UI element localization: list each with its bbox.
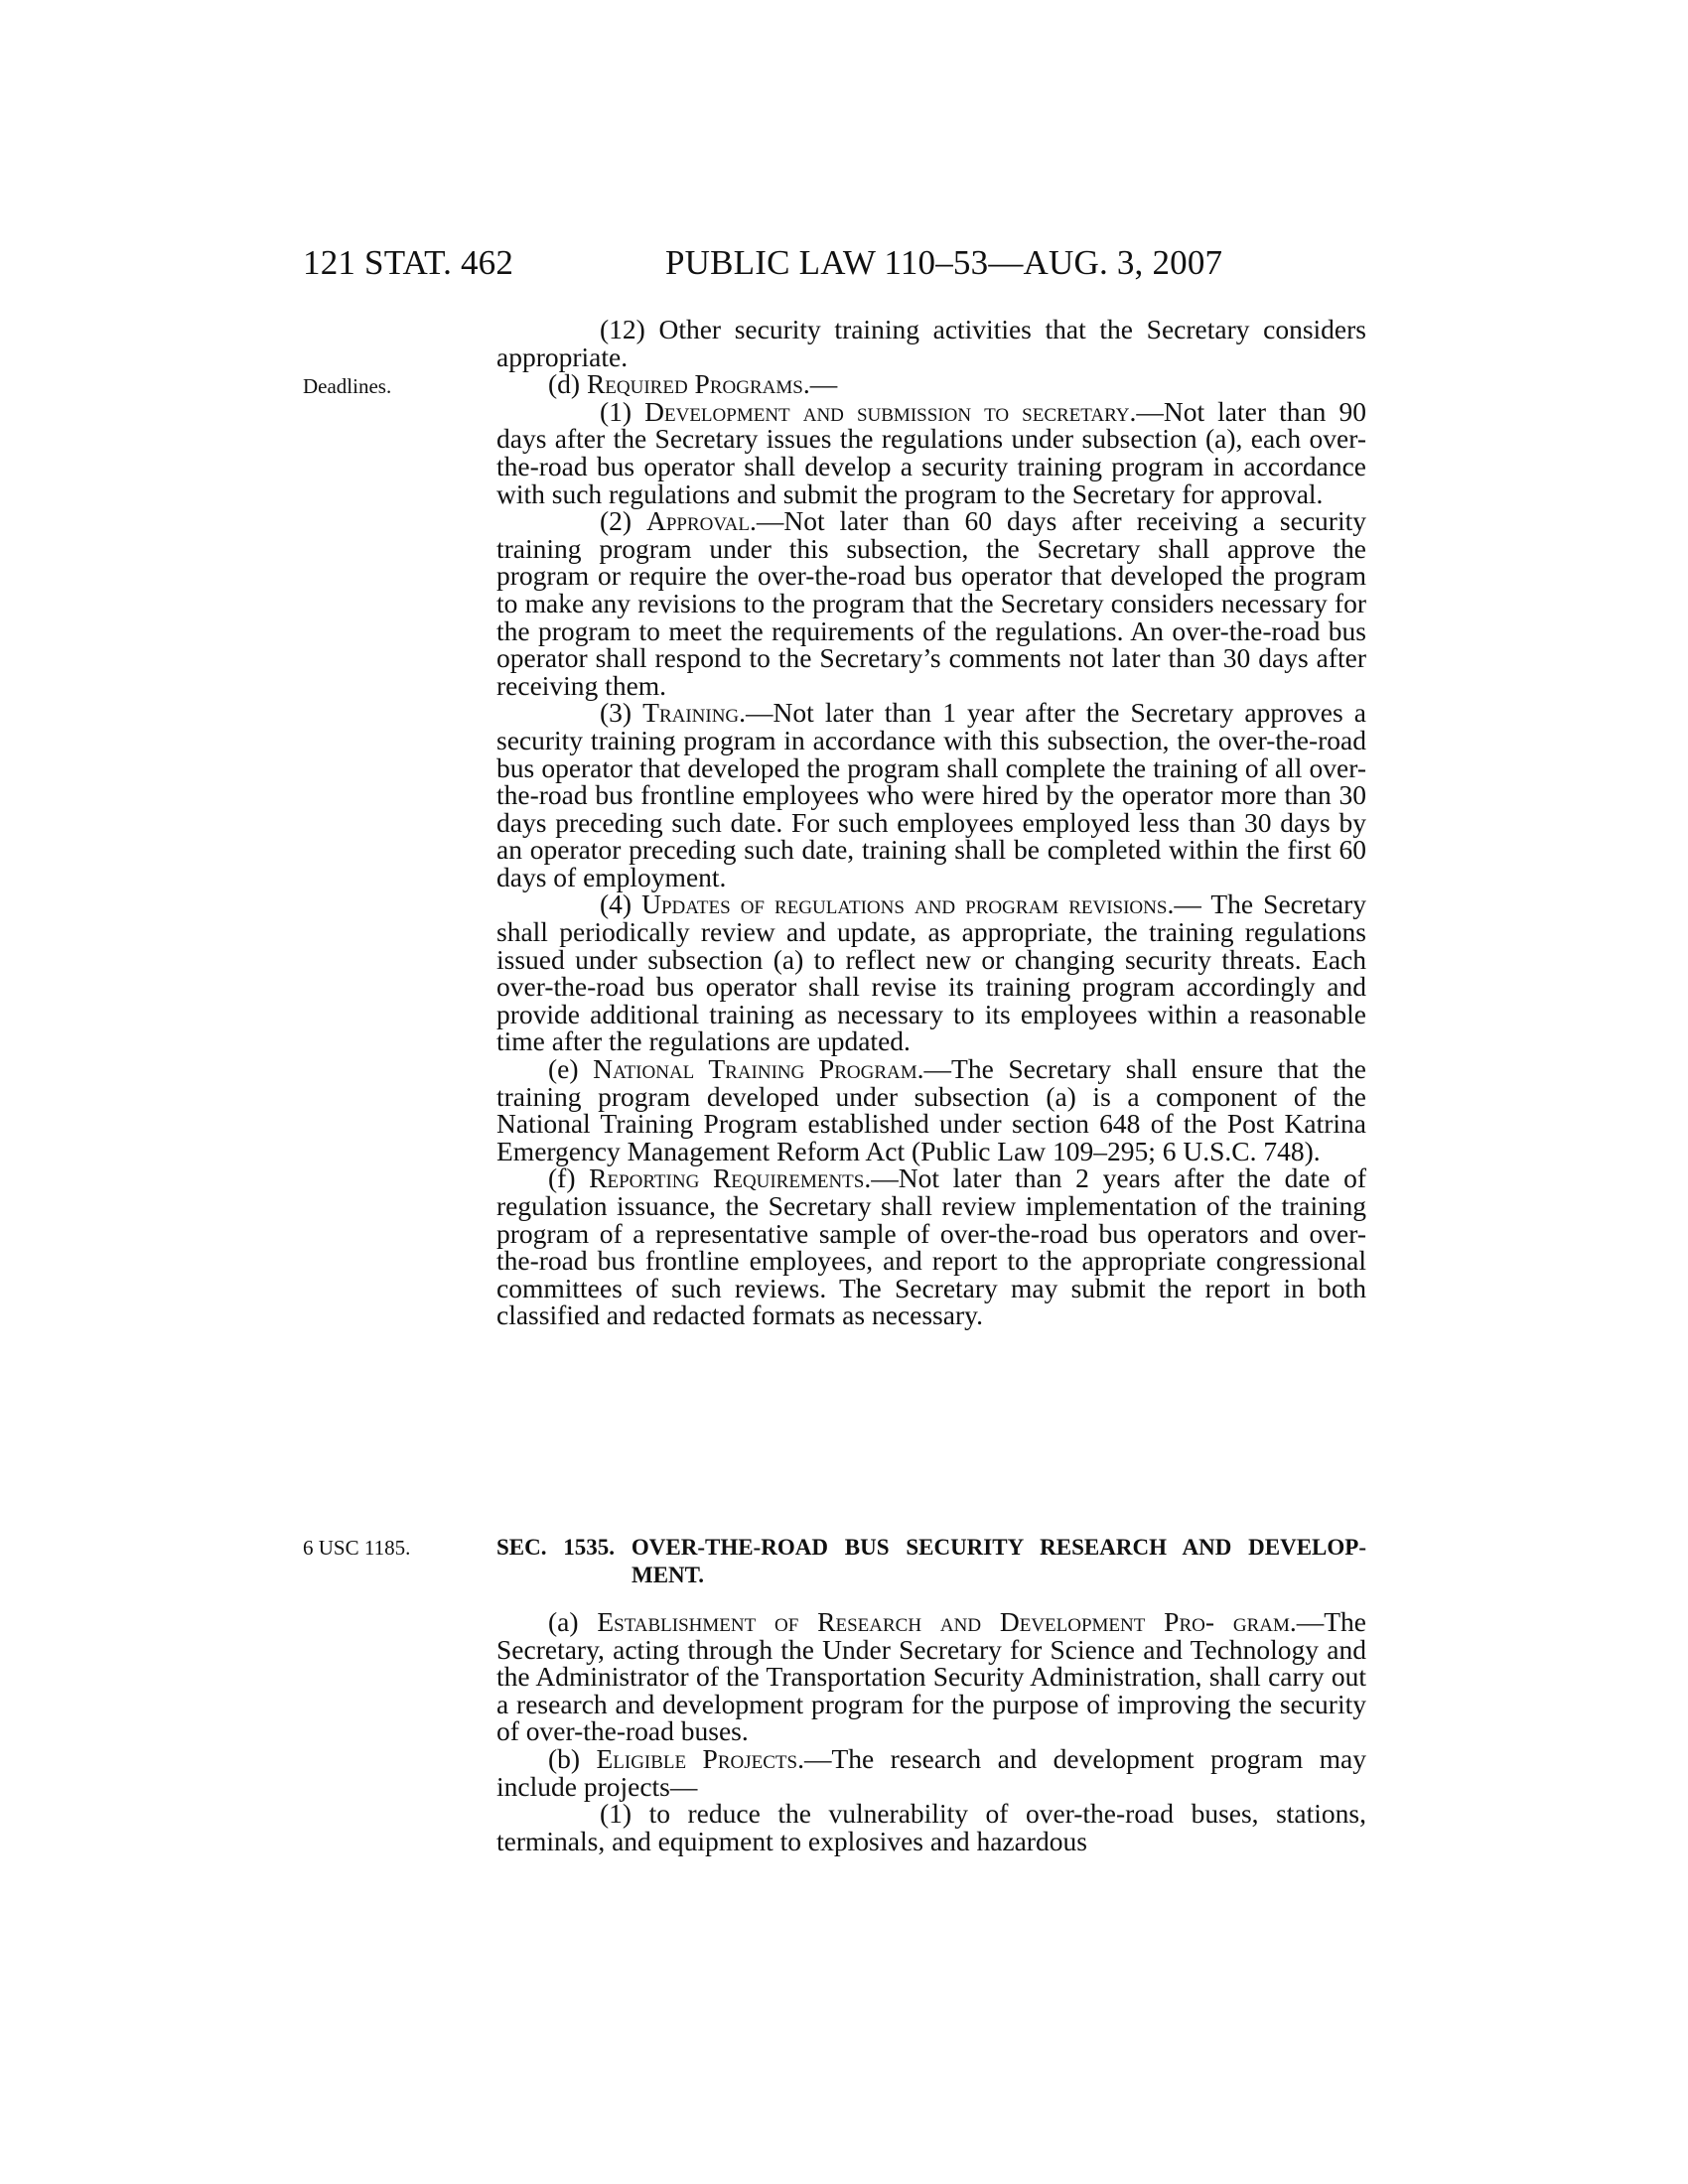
para-sec-b1: (1) to reduce the vulnerability of over-the-road buses, stations, terminals, and equipment to explosives and hazardous xyxy=(496,1798,1366,1856)
para-sec-a-title: Establishment of Research and Development Pro- gram xyxy=(597,1606,1290,1637)
section-heading-line2: MENT. xyxy=(632,1563,705,1587)
para-12: (12) Other security training activities that the Secretary considers appropriate. xyxy=(496,314,1366,372)
para-sec-b: (b) Eligible Projects.—The research and development program may include projects— xyxy=(496,1742,1366,1802)
para-d4-title: Updates of regulations and program revisions xyxy=(641,888,1168,920)
para-d-title: Required Programs xyxy=(586,368,803,400)
margin-note-deadlines: Deadlines. xyxy=(303,374,392,398)
para-f: (f) Reporting Requirements.—Not later than 2 years after the date of regulation issuance, the Secretary shall review implementation of the training program of a representative sample of over-the-road bus operators and over-the-road bus frontline employees, and report to the appropriate congressional committees of such reviews. The Secretary may submit the report in both classified and redacted formats as necessary. xyxy=(496,1162,1366,1331)
para-d4: (4) Updates of regulations and program revisions.— The Secretary shall periodically review and update, as appropriate, the training regulations issued under subsection (a) to reflect new or changing security threats. Each over-the-road bus operator shall revise its training program accordingly and provide additional training as necessary to its employees within a reasonable time after the regulations are updated. xyxy=(496,888,1366,1057)
para-f-title: Reporting Requirements xyxy=(589,1162,865,1194)
body-text-block-1 xyxy=(496,316,1366,1329)
para-e: (e) National Training Program.—The Secretary shall ensure that the training program developed under subsection (a) is a component of the National Training Program established under section 648 of the Post Katrina Emergency Management Reform Act (Public Law 109–295; 6 U.S.C. 748). xyxy=(496,1053,1366,1166)
body-text-block-2 xyxy=(496,1608,1366,1854)
page-running-head: PUBLIC LAW 110–53—AUG. 3, 2007 xyxy=(665,243,1223,282)
page-stat-number: 121 STAT. 462 xyxy=(303,243,514,282)
para-d2-title: Approval xyxy=(645,505,750,537)
para-d1-title: Development and submission to secretary xyxy=(644,395,1130,427)
para-d3-title: Training xyxy=(642,697,740,729)
section-heading xyxy=(496,1534,1366,1589)
para-sec-b-title: Eligible Projects xyxy=(596,1742,798,1774)
section-heading-line1: SEC. 1535. OVER-THE-ROAD BUS SECURITY RESEARCH AND DEVELOP- xyxy=(496,1535,1366,1560)
margin-note-usc: 6 USC 1185. xyxy=(303,1536,411,1560)
para-e-title: National Training Program xyxy=(593,1053,917,1085)
para-d3: (3) Training.—Not later than 1 year after the Secretary approves a security training program in accordance with this subsection, the over-the-road bus operator that developed the program shall complete the training of all over-the-road bus frontline employees who were hired by the operator more than 30 days preceding such date. For such employees employed less than 30 days by an operator preceding such date, training shall be completed within the first 60 days of employment. xyxy=(496,697,1366,892)
para-d2: (2) Approval.—Not later than 60 days after receiving a security training program under this subsection, the Secretary shall approve the program or require the over-the-road bus operator that developed the program to make any revisions to the program that the Secretary considers necessary for the program to meet the requirements of the regulations. An over-the-road bus operator shall respond to the Secretary’s comments not later than 30 days after receiving them. xyxy=(496,505,1366,701)
para-d1: (1) Development and submission to secretary.—Not later than 90 days after the Secretary issues the regulations under subsection (a), each over-the-road bus operator shall develop a security training program in accordance with such regulations and submit the program to the Secretary for approval. xyxy=(496,395,1366,509)
para-d-heading: (d) Required Programs.— xyxy=(548,368,838,400)
para-sec-a: (a) Establishment of Research and Development Pro- gram.—The Secretary, acting through the Under Secretary for Science and Technology and the Administrator of the Transportation Security Administration, shall carry out a research and development program for the purpose of improving the security of over-the-road buses. xyxy=(496,1606,1366,1747)
